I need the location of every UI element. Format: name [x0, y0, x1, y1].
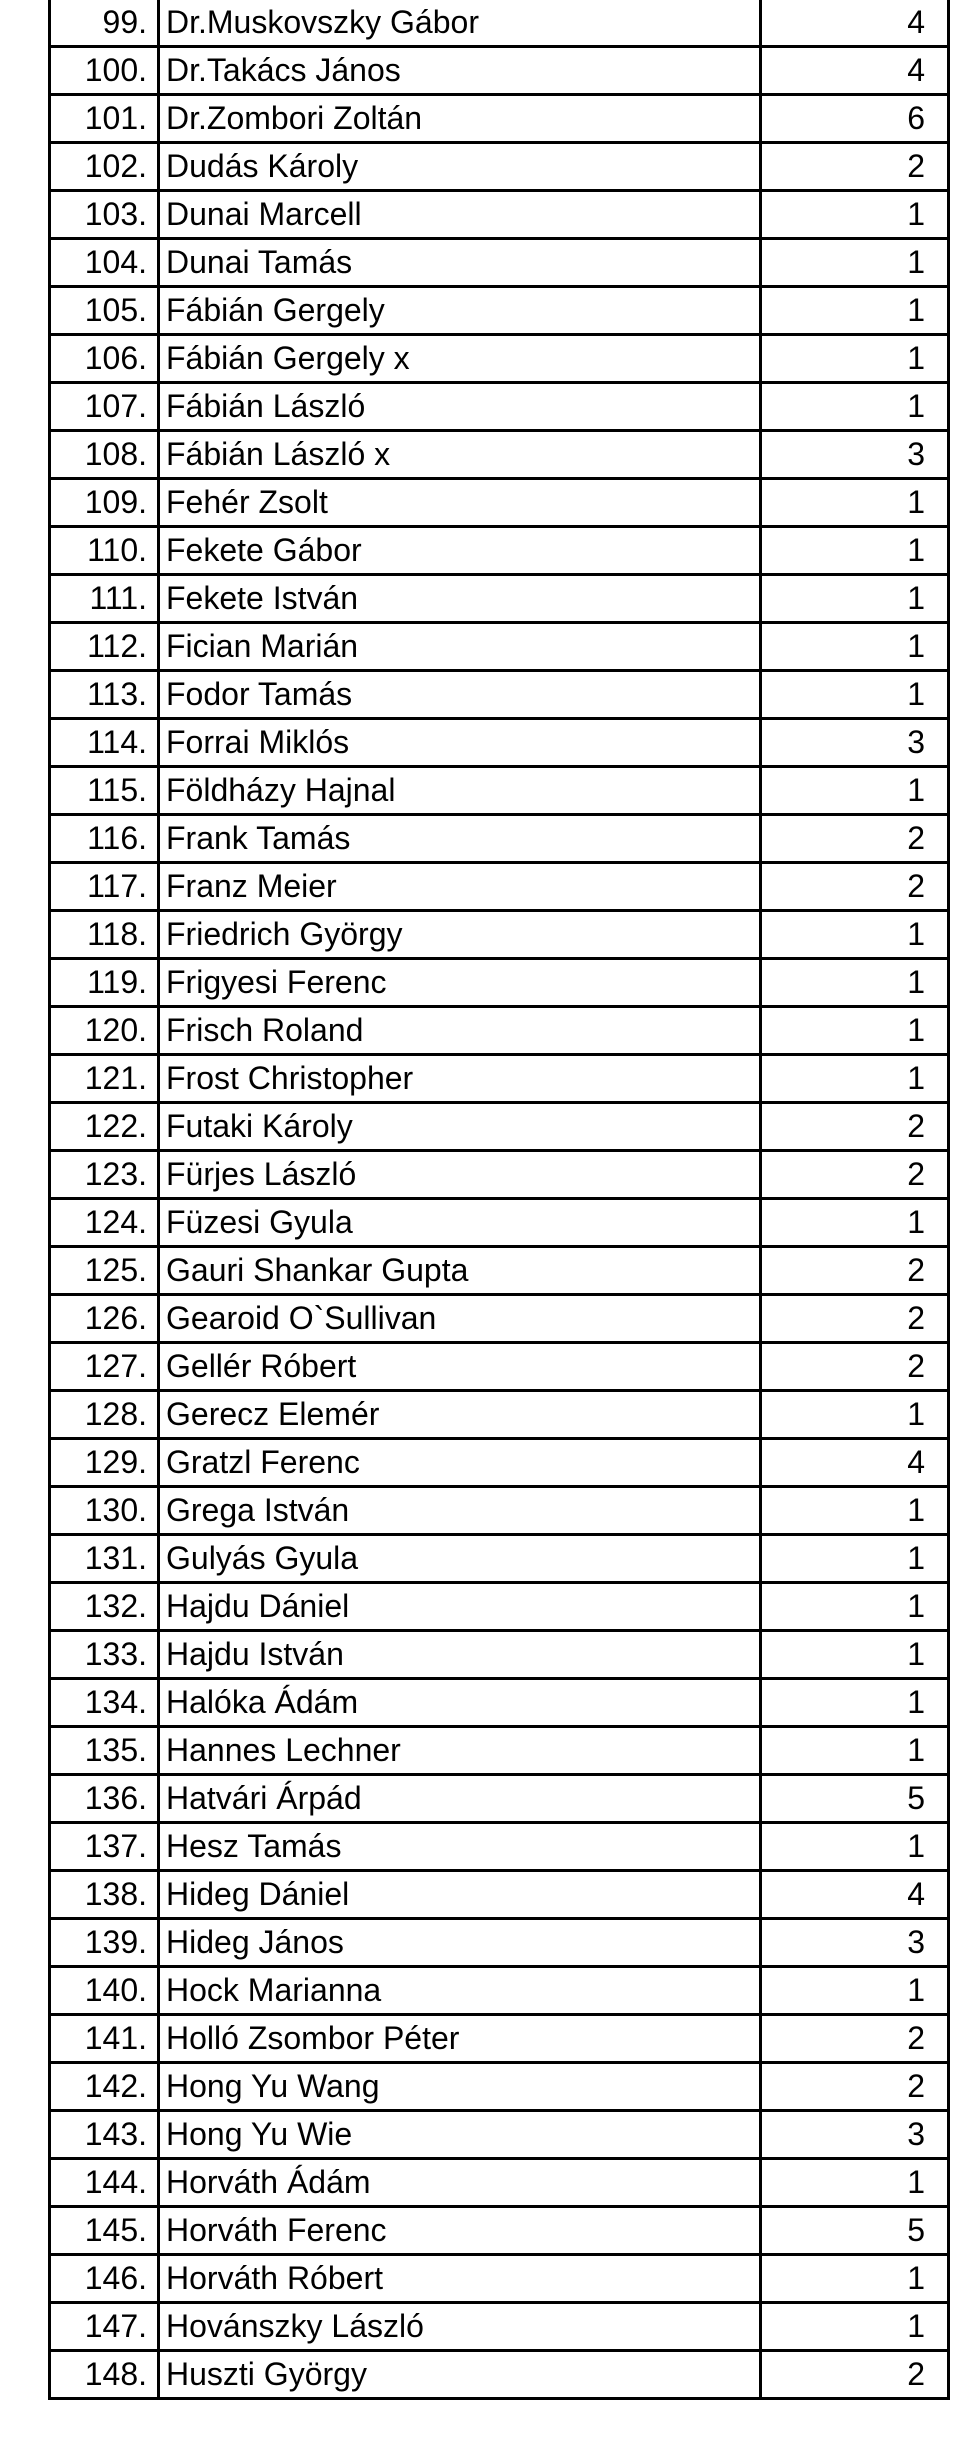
table-row: [50, 1391, 949, 1439]
count-cell: 2: [761, 1247, 949, 1295]
name-cell: Fodor Tamás: [159, 671, 761, 719]
row-number-cell: 111.: [50, 575, 159, 623]
table-row: [50, 1487, 949, 1535]
count-cell: 2: [761, 863, 949, 911]
table-row: [50, 767, 949, 815]
table-row: [50, 1343, 949, 1391]
count-cell: 2: [761, 1295, 949, 1343]
table-row: [50, 1151, 949, 1199]
row-number-cell: 142.: [50, 2063, 159, 2111]
name-cell: Fábián Gergely: [159, 287, 761, 335]
row-number-cell: 127.: [50, 1343, 159, 1391]
table-row: [50, 671, 949, 719]
name-cell: Holló Zsombor Péter: [159, 2015, 761, 2063]
name-cell: Hannes Lechner: [159, 1727, 761, 1775]
table-row: [50, 1199, 949, 1247]
count-cell: 1: [761, 1391, 949, 1439]
count-cell: 1: [761, 383, 949, 431]
row-number-cell: 102.: [50, 143, 159, 191]
name-cell: Dunai Tamás: [159, 239, 761, 287]
row-number-cell: 105.: [50, 287, 159, 335]
count-cell: 1: [761, 623, 949, 671]
row-number-cell: 122.: [50, 1103, 159, 1151]
table-row: [50, 2255, 949, 2303]
count-cell: 4: [761, 1439, 949, 1487]
name-cell: Horváth Ferenc: [159, 2207, 761, 2255]
count-cell: 1: [761, 575, 949, 623]
name-cell: Futaki Károly: [159, 1103, 761, 1151]
row-number-cell: 126.: [50, 1295, 159, 1343]
row-number-cell: 132.: [50, 1583, 159, 1631]
count-cell: 1: [761, 1199, 949, 1247]
row-number-cell: 119.: [50, 959, 159, 1007]
name-cell: Füzesi Gyula: [159, 1199, 761, 1247]
name-cell: Halóka Ádám: [159, 1679, 761, 1727]
name-cell: Fekete Gábor: [159, 527, 761, 575]
count-cell: 1: [761, 527, 949, 575]
count-cell: 1: [761, 239, 949, 287]
table-row: [50, 191, 949, 239]
results-table: [48, 0, 950, 2400]
row-number-cell: 99.: [50, 0, 159, 47]
count-cell: 6: [761, 95, 949, 143]
count-cell: 1: [761, 1583, 949, 1631]
count-cell: 1: [761, 2303, 949, 2351]
count-cell: 4: [761, 1871, 949, 1919]
count-cell: 1: [761, 1007, 949, 1055]
table-row: [50, 1679, 949, 1727]
row-number-cell: 145.: [50, 2207, 159, 2255]
row-number-cell: 112.: [50, 623, 159, 671]
row-number-cell: 138.: [50, 1871, 159, 1919]
table-row: [50, 239, 949, 287]
row-number-cell: 116.: [50, 815, 159, 863]
count-cell: 1: [761, 2159, 949, 2207]
table-row: [50, 1055, 949, 1103]
count-cell: 2: [761, 2063, 949, 2111]
count-cell: 3: [761, 2111, 949, 2159]
name-cell: Fehér Zsolt: [159, 479, 761, 527]
table-row: [50, 959, 949, 1007]
row-number-cell: 103.: [50, 191, 159, 239]
table-row: [50, 863, 949, 911]
table-row: [50, 1103, 949, 1151]
count-cell: 1: [761, 191, 949, 239]
name-cell: Hajdu Dániel: [159, 1583, 761, 1631]
name-cell: Gulyás Gyula: [159, 1535, 761, 1583]
row-number-cell: 130.: [50, 1487, 159, 1535]
row-number-cell: 101.: [50, 95, 159, 143]
name-cell: Huszti György: [159, 2351, 761, 2399]
row-number-cell: 115.: [50, 767, 159, 815]
row-number-cell: 100.: [50, 47, 159, 95]
table-row: [50, 143, 949, 191]
name-cell: Gellér Róbert: [159, 1343, 761, 1391]
table-row: [50, 2207, 949, 2255]
name-cell: Földházy Hajnal: [159, 767, 761, 815]
table-row: [50, 1823, 949, 1871]
table-row: [50, 2111, 949, 2159]
name-cell: Horváth Ádám: [159, 2159, 761, 2207]
row-number-cell: 141.: [50, 2015, 159, 2063]
row-number-cell: 117.: [50, 863, 159, 911]
row-number-cell: 134.: [50, 1679, 159, 1727]
table-row: [50, 1727, 949, 1775]
table-row: [50, 1247, 949, 1295]
name-cell: Dunai Marcell: [159, 191, 761, 239]
table-row: [50, 1871, 949, 1919]
row-number-cell: 108.: [50, 431, 159, 479]
name-cell: Fábián László x: [159, 431, 761, 479]
row-number-cell: 143.: [50, 2111, 159, 2159]
count-cell: 1: [761, 1823, 949, 1871]
table-row: [50, 1631, 949, 1679]
count-cell: 1: [761, 671, 949, 719]
row-number-cell: 136.: [50, 1775, 159, 1823]
table-row: [50, 1439, 949, 1487]
row-number-cell: 144.: [50, 2159, 159, 2207]
count-cell: 1: [761, 1487, 949, 1535]
table-row: [50, 335, 949, 383]
name-cell: Hideg János: [159, 1919, 761, 1967]
name-cell: Gearoid O`Sullivan: [159, 1295, 761, 1343]
name-cell: Dr.Zombori Zoltán: [159, 95, 761, 143]
row-number-cell: 104.: [50, 239, 159, 287]
name-cell: Hong Yu Wang: [159, 2063, 761, 2111]
count-cell: 2: [761, 2015, 949, 2063]
table-row: [50, 2015, 949, 2063]
table-row: [50, 911, 949, 959]
name-cell: Hatvári Árpád: [159, 1775, 761, 1823]
row-number-cell: 114.: [50, 719, 159, 767]
table-row: [50, 623, 949, 671]
count-cell: 1: [761, 335, 949, 383]
table-row: [50, 1295, 949, 1343]
row-number-cell: 121.: [50, 1055, 159, 1103]
row-number-cell: 133.: [50, 1631, 159, 1679]
row-number-cell: 128.: [50, 1391, 159, 1439]
count-cell: 3: [761, 431, 949, 479]
count-cell: 3: [761, 1919, 949, 1967]
table-row: [50, 719, 949, 767]
name-cell: Hajdu István: [159, 1631, 761, 1679]
table-row: [50, 0, 949, 47]
count-cell: 4: [761, 0, 949, 47]
name-cell: Hong Yu Wie: [159, 2111, 761, 2159]
name-cell: Hovánszky László: [159, 2303, 761, 2351]
count-cell: 3: [761, 719, 949, 767]
table-row: [50, 2063, 949, 2111]
name-cell: Fician Marián: [159, 623, 761, 671]
name-cell: Fürjes László: [159, 1151, 761, 1199]
count-cell: 2: [761, 1103, 949, 1151]
name-cell: Frisch Roland: [159, 1007, 761, 1055]
table-body: [50, 0, 949, 2399]
table-row: [50, 383, 949, 431]
row-number-cell: 147.: [50, 2303, 159, 2351]
row-number-cell: 148.: [50, 2351, 159, 2399]
name-cell: Fekete István: [159, 575, 761, 623]
row-number-cell: 110.: [50, 527, 159, 575]
row-number-cell: 146.: [50, 2255, 159, 2303]
row-number-cell: 125.: [50, 1247, 159, 1295]
count-cell: 1: [761, 959, 949, 1007]
count-cell: 4: [761, 47, 949, 95]
count-cell: 2: [761, 815, 949, 863]
name-cell: Gerecz Elemér: [159, 1391, 761, 1439]
table-row: [50, 2159, 949, 2207]
name-cell: Hock Marianna: [159, 1967, 761, 2015]
table-row: [50, 1775, 949, 1823]
row-number-cell: 129.: [50, 1439, 159, 1487]
name-cell: Grega István: [159, 1487, 761, 1535]
table-row: [50, 527, 949, 575]
table-row: [50, 431, 949, 479]
count-cell: 1: [761, 287, 949, 335]
table-row: [50, 1535, 949, 1583]
table-row: [50, 1919, 949, 1967]
row-number-cell: 109.: [50, 479, 159, 527]
count-cell: 1: [761, 1727, 949, 1775]
count-cell: 5: [761, 2207, 949, 2255]
count-cell: 1: [761, 1679, 949, 1727]
row-number-cell: 137.: [50, 1823, 159, 1871]
count-cell: 1: [761, 1631, 949, 1679]
row-number-cell: 124.: [50, 1199, 159, 1247]
count-cell: 1: [761, 1055, 949, 1103]
table-row: [50, 1967, 949, 2015]
name-cell: Horváth Róbert: [159, 2255, 761, 2303]
count-cell: 2: [761, 143, 949, 191]
row-number-cell: 107.: [50, 383, 159, 431]
name-cell: Franz Meier: [159, 863, 761, 911]
table-row: [50, 479, 949, 527]
table-row: [50, 575, 949, 623]
row-number-cell: 118.: [50, 911, 159, 959]
row-number-cell: 135.: [50, 1727, 159, 1775]
name-cell: Gratzl Ferenc: [159, 1439, 761, 1487]
name-cell: Frigyesi Ferenc: [159, 959, 761, 1007]
count-cell: 2: [761, 2351, 949, 2399]
name-cell: Frank Tamás: [159, 815, 761, 863]
table-row: [50, 95, 949, 143]
count-cell: 1: [761, 767, 949, 815]
count-cell: 5: [761, 1775, 949, 1823]
table-row: [50, 47, 949, 95]
row-number-cell: 106.: [50, 335, 159, 383]
row-number-cell: 113.: [50, 671, 159, 719]
count-cell: 1: [761, 1535, 949, 1583]
table-row: [50, 2303, 949, 2351]
table-row: [50, 2351, 949, 2399]
name-cell: Fábián Gergely x: [159, 335, 761, 383]
count-cell: 1: [761, 2255, 949, 2303]
count-cell: 1: [761, 479, 949, 527]
name-cell: Hesz Tamás: [159, 1823, 761, 1871]
table-row: [50, 815, 949, 863]
name-cell: Forrai Miklós: [159, 719, 761, 767]
name-cell: Friedrich György: [159, 911, 761, 959]
row-number-cell: 140.: [50, 1967, 159, 2015]
name-cell: Fábián László: [159, 383, 761, 431]
name-cell: Gauri Shankar Gupta: [159, 1247, 761, 1295]
table-row: [50, 1007, 949, 1055]
count-cell: 2: [761, 1151, 949, 1199]
count-cell: 1: [761, 911, 949, 959]
row-number-cell: 120.: [50, 1007, 159, 1055]
table-row: [50, 287, 949, 335]
name-cell: Frost Christopher: [159, 1055, 761, 1103]
count-cell: 2: [761, 1343, 949, 1391]
row-number-cell: 139.: [50, 1919, 159, 1967]
name-cell: Dr.Muskovszky Gábor: [159, 0, 761, 47]
results-table-container: [48, 0, 950, 2400]
table-row: [50, 1583, 949, 1631]
name-cell: Dr.Takács János: [159, 47, 761, 95]
row-number-cell: 131.: [50, 1535, 159, 1583]
name-cell: Dudás Károly: [159, 143, 761, 191]
count-cell: 1: [761, 1967, 949, 2015]
name-cell: Hideg Dániel: [159, 1871, 761, 1919]
row-number-cell: 123.: [50, 1151, 159, 1199]
